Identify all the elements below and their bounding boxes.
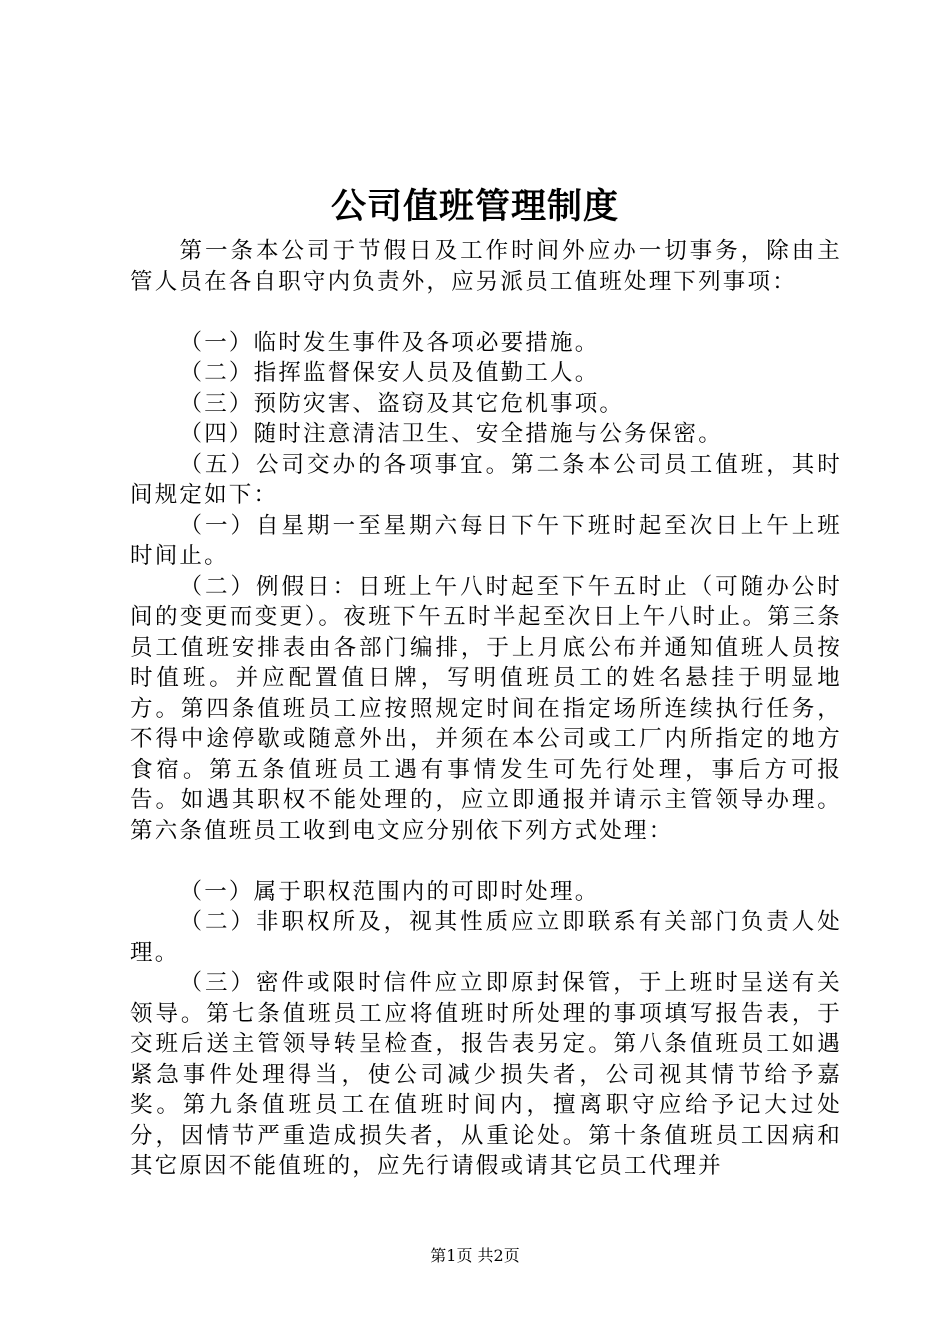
- paragraph-schedule-1: （一）自星期一至星期六每日下午下班时起至次日上午上班时间止。: [130, 512, 842, 569]
- paragraph-schedule-2: （二）例假日：日班上午八时起至下午五时止（可随办公时间的变更而变更）。夜班下午五时半起至次日上午八时止。第三条员工值班安排表由各部门编排，于上月底公布并通知值班人员按时值班。并应配置值日牌，写明值班员工的姓名悬挂于明显地方。第四条值班员工应按照规定时间在指定场所连续执行任务，不得中途停歇或随意外出，并须在本公司或工厂内所指定的地方食宿。第五条值班员工遇有事情发生可先行处理，事后方可报告。如遇其职权不能处理的，应立即通报并请示主管领导办理。第六条值班员工收到电文应分别依下列方式处理：: [130, 573, 842, 844]
- page-number-footer: 第1页 共2页: [430, 1246, 520, 1265]
- paragraph-article-1: 第一条本公司于节假日及工作时间外应办一切事务，除由主管人员在各自职守内负责外，应另派员工值班处理下列事项：: [130, 238, 842, 295]
- paragraph-telegram-2: （二）非职权所及，视其性质应立即联系有关部门负责人处理。: [130, 909, 842, 966]
- paragraph-telegram-3: （三）密件或限时信件应立即原封保管，于上班时呈送有关领导。第七条值班员工应将值班时所处理的事项填写报告表，于交班后送主管领导转呈检查，报告表另定。第八条值班员工如遇紧急事件处理得当，使公司减少损失者，公司视其情节给予嘉奖。第九条值班员工在值班时间内，擅离职守应给予记大过处分，因情节严重造成损失者，从重论处。第十条值班员工因病和其它原因不能值班的，应先行请假或请其它员工代理并: [130, 970, 842, 1179]
- paragraph-item-1: （一）临时发生事件及各项必要措施。: [179, 329, 600, 356]
- paragraph-telegram-1: （一）属于职权范围内的可即时处理。: [179, 878, 600, 905]
- paragraph-item-3: （三）预防灾害、盗窃及其它危机事项。: [179, 390, 625, 417]
- paragraph-item-2: （二）指挥监督保安人员及值勤工人。: [179, 360, 600, 386]
- document-body: [130, 236, 842, 1182]
- paragraph-item-5: （五）公司交办的各项事宜。第二条本公司员工值班，其时间规定如下：: [130, 451, 842, 508]
- paragraph-item-4: （四）随时注意清洁卫生、安全措施与公务保密。: [179, 421, 723, 447]
- document-title: 公司值班管理制度: [330, 186, 619, 227]
